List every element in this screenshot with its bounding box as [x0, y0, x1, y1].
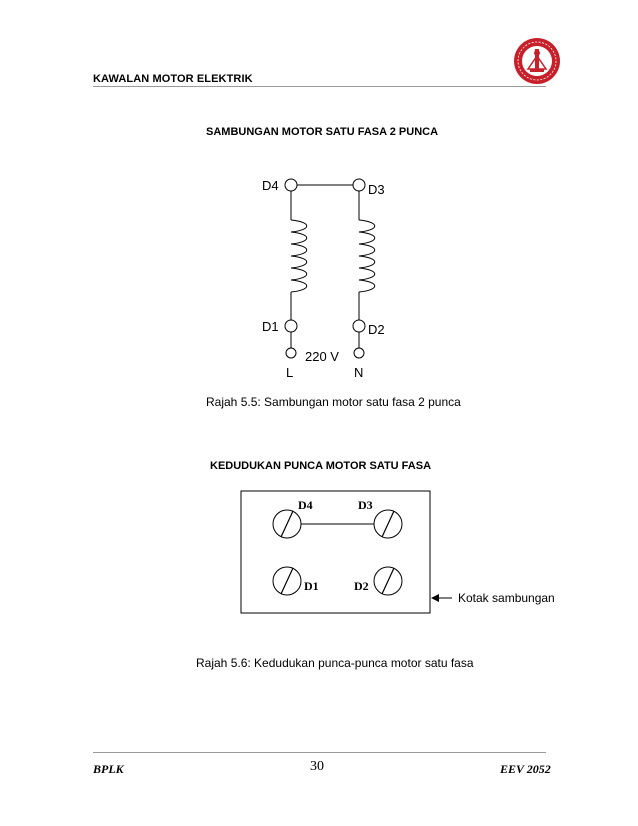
footer-org: BPLK: [93, 762, 124, 776]
terminal-l: [286, 348, 296, 358]
figure-caption-5-6: Rajah 5.6: Kedudukan punca-punca motor satu fasa: [196, 656, 474, 670]
screw-d3: [374, 510, 402, 538]
terminal-d4: [285, 179, 297, 191]
institution-logo: [512, 36, 562, 86]
box-label-d2: D2: [354, 579, 369, 593]
screw-d2: [374, 567, 402, 595]
box-label-d3: D3: [358, 498, 373, 512]
label-l: L: [286, 365, 294, 380]
header-title: KAWALAN MOTOR ELEKTRIK: [93, 73, 253, 85]
label-d3: D3: [368, 182, 385, 197]
section-title-terminal-position: KEDUDUKAN PUNCA MOTOR SATU FASA: [210, 460, 432, 472]
terminal-box-diagram: [230, 488, 560, 618]
screw-d4: [273, 510, 301, 538]
header-divider: [93, 86, 546, 87]
terminal-d3: [353, 179, 365, 191]
label-d4: D4: [262, 178, 279, 193]
winding-right: [359, 220, 375, 292]
footer-divider: [93, 752, 546, 753]
terminal-box: [241, 491, 430, 613]
winding-left: [291, 220, 307, 292]
page-number: 30: [310, 759, 324, 774]
label-n: N: [354, 365, 364, 380]
figure-caption-5-5: Rajah 5.5: Sambungan motor satu fasa 2 punca: [206, 395, 461, 409]
box-label-d4: D4: [298, 498, 313, 512]
terminal-d2: [353, 320, 365, 332]
callout-arrow-head: [431, 594, 439, 602]
section-title-connection: SAMBUNGAN MOTOR SATU FASA 2 PUNCA: [206, 126, 439, 138]
box-label-d1: D1: [304, 579, 319, 593]
terminal-d1: [285, 320, 297, 332]
label-d1: D1: [262, 319, 279, 334]
screw-d1: [273, 567, 301, 595]
callout-label: Kotak sambungan: [458, 591, 555, 605]
label-voltage: 220 V: [305, 349, 339, 364]
label-d2: D2: [368, 322, 385, 337]
terminal-n: [354, 348, 364, 358]
motor-connection-diagram: [250, 170, 400, 380]
footer-course-code: EEV 2052: [500, 762, 551, 776]
